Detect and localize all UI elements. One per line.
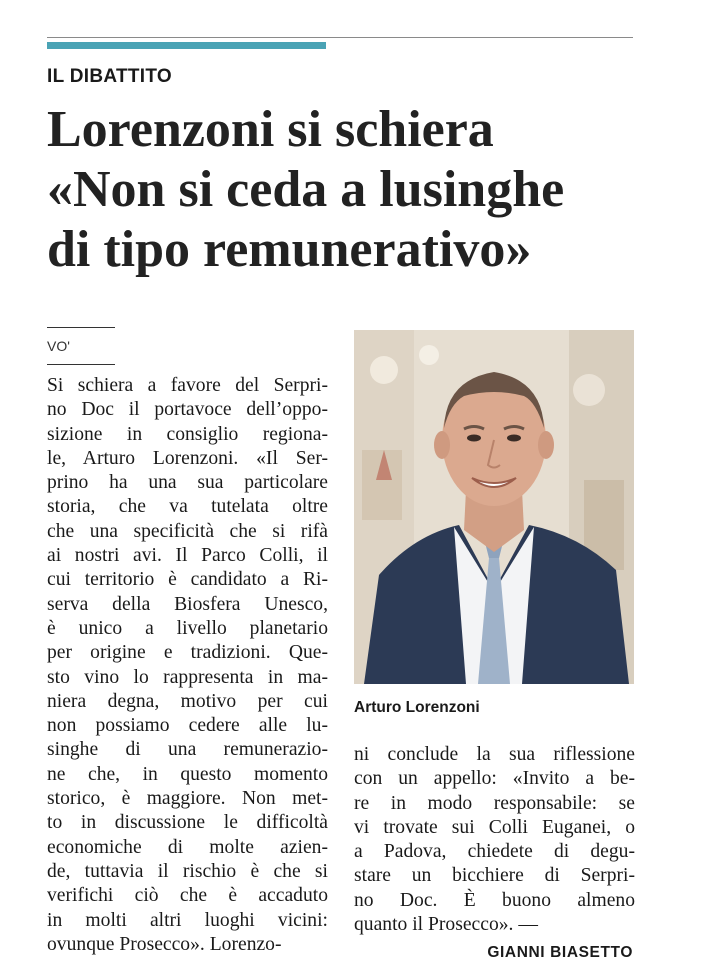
article-text-line: stare un bicchiere di Serpri- (354, 865, 635, 887)
article-text-line: con un appello: «Invito a be- (354, 768, 635, 790)
article-text-line: per origine e tradizioni. Que- (47, 642, 328, 664)
article-column-1 (47, 374, 328, 957)
article-text-line: è unico a livello planetario (47, 617, 328, 639)
article-text-line: storia, che va tutelata oltre (47, 496, 328, 518)
headline (47, 100, 667, 280)
article-text-line: to in discussione le difficoltà (47, 812, 328, 834)
article-text-line: sizione in consiglio regiona- (47, 423, 328, 445)
article-text-line: de, tuttavia il rischio è che si (47, 860, 328, 882)
portrait-photo (354, 330, 634, 684)
section-kicker: IL DIBATTITO (47, 66, 172, 87)
article-text-line: ovunque Prosecco». Lorenzo- (47, 933, 282, 955)
article-text-line: ai nostri avi. Il Parco Colli, il (47, 545, 328, 567)
article-text-line: ne che, in questo momento (47, 763, 328, 785)
article-text-line: no Doc. È buono almeno (354, 889, 635, 911)
article-text-line: che una specificità che si rifà (47, 520, 328, 542)
article-text-line: serva della Biosfera Unesco, (47, 593, 328, 615)
section-accent-bar (47, 42, 326, 49)
article-text-line: quanto il Prosecco». — (354, 914, 538, 936)
dateline-location: VO' (47, 338, 70, 354)
article-column-2 (354, 743, 635, 937)
author-byline: GIANNI BIASETTO (487, 944, 633, 961)
article-text-line: no Doc il portavoce dell’oppo- (47, 399, 328, 421)
portrait-illustration (354, 330, 634, 684)
article-text-line: vi trovate sui Colli Euganei, o (354, 816, 635, 838)
article-text-line: niera degna, motivo per cui (47, 690, 328, 712)
article-text-line: ni conclude la sua riflessione (354, 744, 635, 765)
article-text-line: le, Arturo Lorenzoni. «Il Ser- (47, 447, 328, 469)
headline-line: di tipo remunerativo» (47, 221, 532, 278)
headline-line: Lorenzoni si schiera (47, 101, 494, 158)
article-text-line: verifichi ciò che è accaduto (47, 885, 328, 907)
article-text-line: re in modo responsabile: se (354, 792, 635, 814)
article-text-line: singhe di una remunerazio- (47, 739, 328, 761)
article-text-line: prino ha una sua particolare (47, 472, 328, 494)
article-text-line: sto vino lo rappresenta in ma- (47, 666, 328, 688)
top-rule (47, 37, 633, 38)
article-text-line: a Padova, chiedete di degu- (354, 841, 635, 863)
article-text-line: in molti altri luoghi vicini: (47, 909, 328, 931)
article-text-line: non possiamo cedere alle lu- (47, 715, 328, 737)
headline-line: «Non si ceda a lusinghe (47, 161, 565, 218)
dateline-rule-bottom (47, 364, 115, 365)
article-text-line: storico, è maggiore. Non met- (47, 788, 328, 810)
article-text-line: Si schiera a favore del Serpri- (47, 375, 328, 396)
article-text-line: economiche di molte azien- (47, 836, 328, 858)
article-text-line: cui territorio è candidato a Ri- (47, 569, 328, 591)
dateline-rule-top (47, 327, 115, 328)
photo-caption: Arturo Lorenzoni (354, 699, 480, 716)
